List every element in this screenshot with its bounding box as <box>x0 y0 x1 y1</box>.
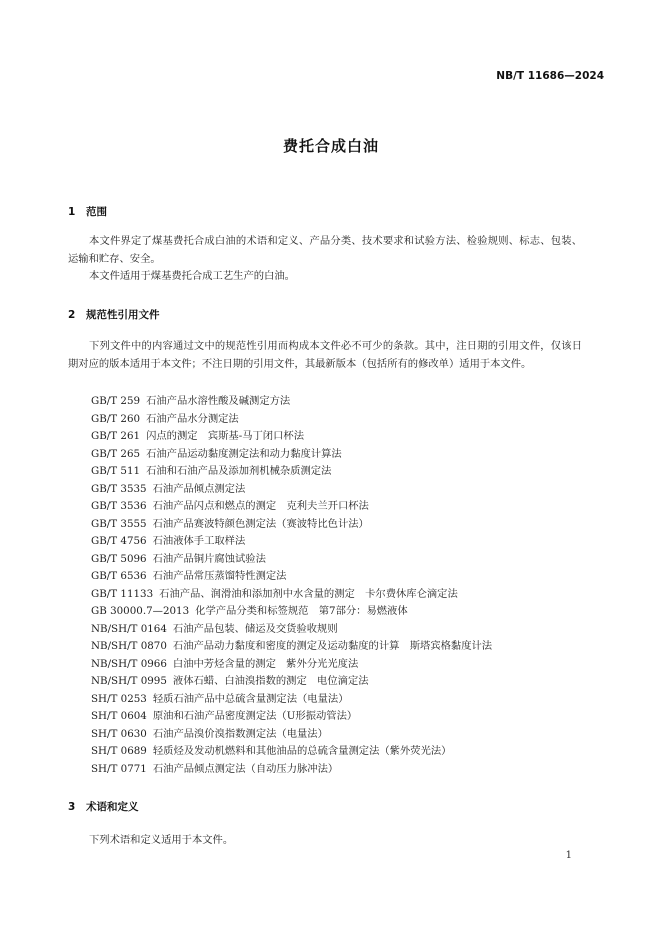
reference-title: 石油产品倾点测定法 <box>152 482 246 495</box>
section-1-title: 范围 <box>86 206 107 218</box>
reference-item <box>91 411 492 429</box>
reference-title: 闪点的测定 宾斯基-马丁闭口杯法 <box>146 430 304 442</box>
reference-title: 石油产品闪点和燃点的测定 克利夫兰开口杯法 <box>152 500 369 512</box>
section-3-heading <box>68 799 139 814</box>
reference-code: GB/T 260 <box>91 412 141 425</box>
reference-title: 石油产品铜片腐蚀试验法 <box>152 552 266 565</box>
reference-code: GB/T 259 <box>91 395 141 407</box>
reference-code: GB/T 3536 <box>91 500 147 512</box>
reference-title: 石油产品溴价溴指数测定法（电量法） <box>152 727 328 740</box>
reference-item <box>91 393 492 411</box>
reference-title: 液体石蜡、白油溴指数的测定 电位滴定法 <box>172 675 369 687</box>
standard-number: NB/T 11686—2024 <box>496 70 604 82</box>
reference-code: SH/T 0771 <box>91 762 147 775</box>
section-1-heading <box>68 204 107 219</box>
section-2-number: 2 <box>68 309 76 321</box>
reference-code: GB/T 511 <box>91 465 141 477</box>
reference-title: 石油产品水溶性酸及碱测定方法 <box>146 395 291 407</box>
reference-item <box>91 516 492 534</box>
reference-code: NB/SH/T 0995 <box>91 675 167 687</box>
reference-code: GB 30000.7—2013 <box>91 605 190 617</box>
normative-references-list <box>91 393 492 778</box>
terms-intro: 下列术语和定义适用于本文件。 <box>89 834 234 846</box>
reference-item <box>91 568 492 586</box>
reference-title: 化学产品分类和标签规范 第7部分：易燃液体 <box>195 605 408 617</box>
reference-code: GB/T 3555 <box>91 517 147 530</box>
reference-code: GB/T 11133 <box>91 587 154 600</box>
reference-item <box>91 498 492 516</box>
reference-title: 石油产品动力黏度和密度的测定及运动黏度的计算 斯塔宾格黏度计法 <box>172 640 493 652</box>
reference-item <box>91 691 492 709</box>
section-3-number: 3 <box>68 801 76 813</box>
reference-code: SH/T 0604 <box>91 710 147 722</box>
reference-item <box>91 638 492 656</box>
reference-title: 轻质石油产品中总硫含量测定法（电量法） <box>152 692 349 705</box>
reference-title: 原油和石油产品密度测定法（U形振动管法） <box>152 710 358 722</box>
reference-item <box>91 743 492 761</box>
reference-item <box>91 446 492 464</box>
reference-title: 石油产品包装、储运及交货验收规则 <box>172 622 338 635</box>
reference-item <box>91 428 492 446</box>
reference-item <box>91 603 492 621</box>
reference-item <box>91 708 492 726</box>
reference-code: NB/SH/T 0870 <box>91 640 167 652</box>
reference-title: 石油产品倾点测定法（自动压力脉冲法） <box>152 762 339 775</box>
reference-title: 石油产品常压蒸馏特性测定法 <box>152 570 287 582</box>
reference-code: GB/T 6536 <box>91 570 147 582</box>
reference-title: 石油产品赛波特颜色测定法（赛波特比色计法） <box>152 517 369 530</box>
reference-title: 轻质烃及发动机燃料和其他油品的总硫含量测定法（紫外荧光法） <box>152 745 452 757</box>
reference-code: GB/T 3535 <box>91 482 147 495</box>
scope-paragraph-1: 本文件界定了煤基费托合成白油的术语和定义、产品分类、技术要求和试验方法、检验规则、标志、包装、运输和贮存、安全。 <box>68 235 582 265</box>
reference-item <box>91 726 492 744</box>
reference-item <box>91 551 492 569</box>
references-intro: 下列文件中的内容通过文中的规范性引用而构成本文件必不可少的条款。其中，注日期的引用文件，仅该日期对应的版本适用于本文件；不注日期的引用文件，其最新版本（包括所有的修改单）适用于本文件。 <box>68 340 582 370</box>
reference-title: 石油和石油产品及添加剂机械杂质测定法 <box>146 465 332 477</box>
reference-code: SH/T 0630 <box>91 727 147 740</box>
reference-item <box>91 586 492 604</box>
reference-code: SH/T 0689 <box>91 745 147 757</box>
document-title: 费托合成白油 <box>282 137 379 155</box>
reference-title: 石油产品水分测定法 <box>146 412 239 425</box>
section-3-title: 术语和定义 <box>86 801 139 813</box>
reference-title: 石油产品运动黏度测定法和动力黏度计算法 <box>146 447 342 460</box>
reference-code: NB/SH/T 0164 <box>91 622 167 635</box>
scope-paragraph-2: 本文件适用于煤基费托合成工艺生产的白油。 <box>89 270 295 282</box>
reference-code: GB/T 261 <box>91 430 141 442</box>
reference-code: NB/SH/T 0966 <box>91 657 167 670</box>
section-2-title: 规范性引用文件 <box>86 309 160 321</box>
reference-title: 白油中芳烃含量的测定 紫外分光光度法 <box>172 657 359 670</box>
reference-code: GB/T 5096 <box>91 552 147 565</box>
section-1-number: 1 <box>68 206 76 218</box>
reference-code: GB/T 265 <box>91 447 141 460</box>
reference-item <box>91 533 492 551</box>
reference-title: 石油液体手工取样法 <box>152 535 246 547</box>
section-2-heading <box>68 307 160 322</box>
reference-item <box>91 463 492 481</box>
reference-title: 石油产品、润滑油和添加剂中水含量的测定 卡尔费休库仑滴定法 <box>159 587 458 600</box>
page-number: 1 <box>565 850 572 861</box>
reference-code: SH/T 0253 <box>91 692 147 705</box>
reference-item <box>91 481 492 499</box>
reference-item <box>91 621 492 639</box>
reference-item <box>91 673 492 691</box>
reference-code: GB/T 4756 <box>91 535 147 547</box>
reference-item <box>91 761 492 779</box>
reference-item <box>91 656 492 674</box>
